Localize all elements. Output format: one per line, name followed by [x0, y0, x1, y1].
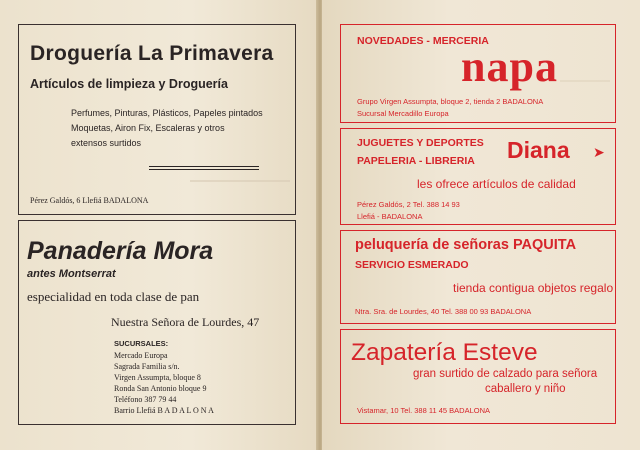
shop-name: Zapatería Esteve: [351, 339, 538, 366]
shop-name: Panadería Mora: [27, 237, 214, 265]
shop-address: Pérez Galdós, 6 Llefiá BADALONA: [30, 196, 149, 205]
branch-line: Virgen Assumpta, bloque 8: [114, 373, 201, 382]
product-line: Perfumes, Pinturas, Plásticos, Papeles pintados: [71, 108, 263, 118]
ad-napa: [340, 24, 616, 123]
product-line: extensos surtidos: [71, 138, 142, 148]
main-address: Nuestra Señora de Lourdes, 47: [111, 315, 260, 329]
shop-address: Grupo Virgen Assumpta, bloque 2, tienda 2 BADALONA: [357, 97, 544, 106]
ad-diana: [340, 128, 616, 225]
shop-brand: napa: [461, 42, 558, 91]
shop-address: Ntra. Sra. de Lourdes, 40 Tel. 388 00 93 BADALONA: [355, 307, 532, 316]
specialty-line: especialidad en toda clase de pan: [27, 289, 200, 304]
shop-name: Droguería La Primavera: [30, 42, 274, 65]
slogan: les ofrece artículos de calidad: [417, 177, 576, 191]
product-line: Moquetas, Airon Fix, Escaleras y otros: [71, 123, 225, 133]
shop-address: Llefiá - BADALONA: [357, 212, 423, 221]
shop-brand: Diana: [507, 137, 570, 163]
shop-category: JUGUETES Y DEPORTES: [357, 137, 484, 149]
shop-category: PAPELERIA - LIBRERIA: [357, 155, 475, 167]
ad-drogueria-primavera: [18, 24, 296, 215]
divider-rule: [149, 169, 259, 170]
product-line: caballero y niño: [485, 383, 566, 395]
subline: tienda contigua objetos regalo: [453, 281, 614, 295]
divider-rule: [149, 166, 259, 167]
branch-line: Mercado Europa: [114, 351, 168, 360]
service-line: SERVICIO ESMERADO: [355, 259, 469, 271]
branch-line: Sucursal Mercadillo Europa: [357, 109, 449, 118]
shop-category: NOVEDADES - MERCERIA: [357, 35, 489, 47]
ad-zapateria-esteve: [340, 329, 616, 424]
branch-line: Sagrada Familia s/n.: [114, 362, 180, 371]
branch-line: Barrio Llefiá B A D A L O N A: [114, 406, 214, 415]
phone-line: Teléfono 387 79 44: [114, 395, 177, 404]
ad-panaderia-mora: [18, 220, 296, 425]
previous-name: antes Montserrat: [27, 268, 116, 280]
shop-address: Vistamar, 10 Tel. 388 11 45 BADALONA: [357, 406, 490, 415]
ad-peluqueria-paquita: [340, 230, 616, 324]
product-line: gran surtido de calzado para señora: [413, 368, 598, 380]
arrow-icon: ➤: [593, 144, 605, 160]
shop-subtitle: Artículos de limpieza y Droguería: [30, 77, 228, 91]
branches-label: SUCURSALES:: [114, 339, 169, 348]
shop-address: Pérez Galdós, 2 Tel. 388 14 93: [357, 200, 460, 209]
shop-name: peluquería de señoras PAQUITA: [355, 237, 577, 253]
branch-line: Ronda San Antonio bloque 9: [114, 384, 207, 393]
